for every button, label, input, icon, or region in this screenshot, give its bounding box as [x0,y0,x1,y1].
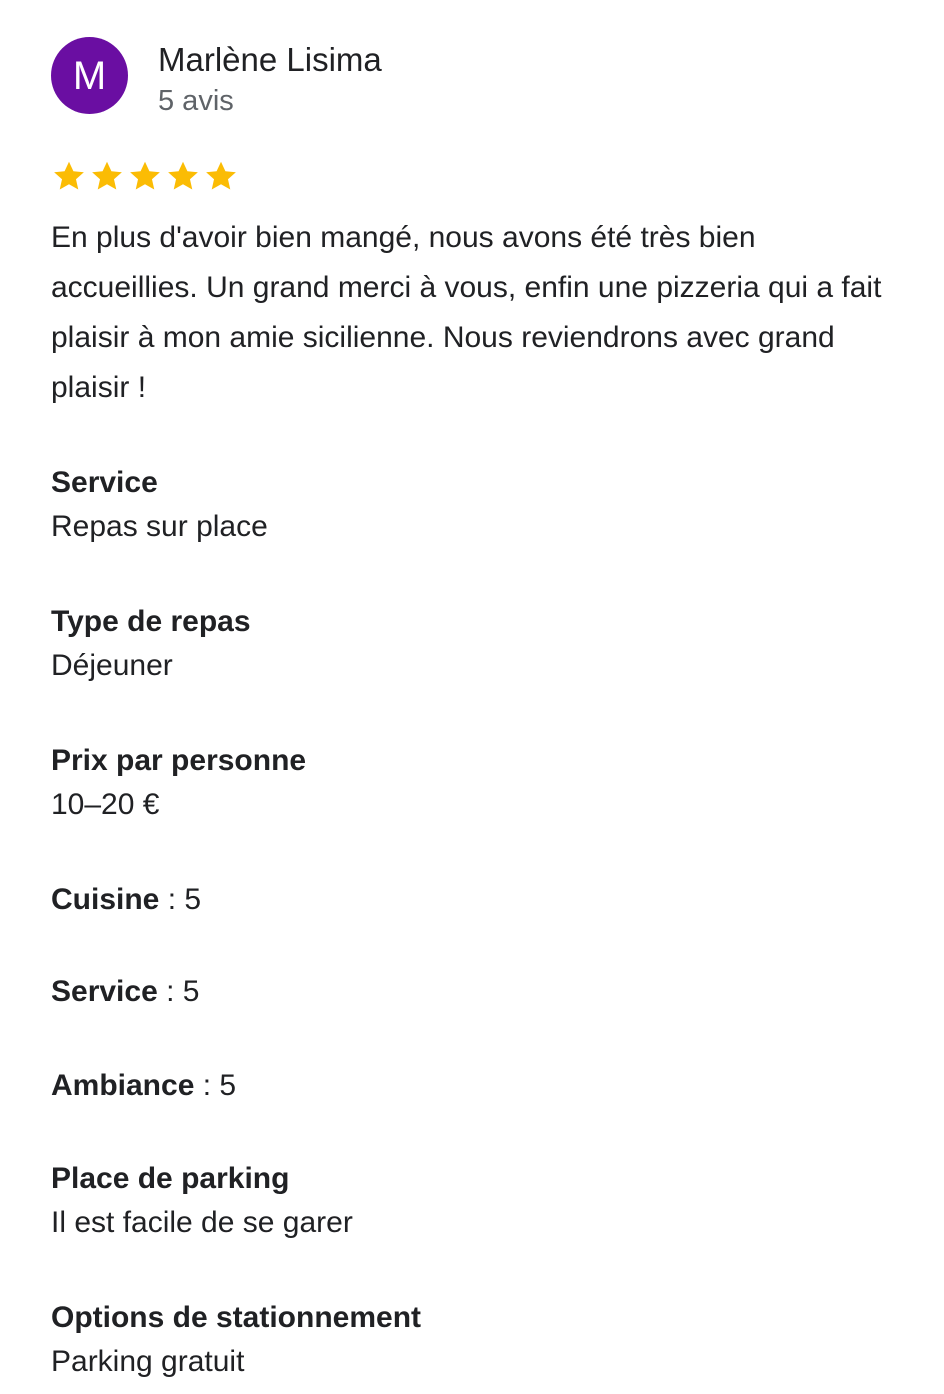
star-icon [203,158,239,194]
sub-rating-atmosphere-label: Ambiance [51,1069,195,1102]
reviewer-name[interactable]: Marlène Lisima [158,41,382,78]
detail-price-value: 10–20 € [51,788,160,821]
detail-parking-options-value: Parking gratuit [51,1345,245,1378]
star-icon [127,158,163,194]
detail-parking-options-label: Options de stationnement [51,1301,422,1334]
sub-rating-food-value: : 5 [159,883,202,916]
detail-parking-value: Il est facile de se garer [51,1206,353,1239]
star-icon [51,158,87,194]
detail-parking-label: Place de parking [51,1162,290,1195]
sub-rating-atmosphere-value: : 5 [194,1069,237,1102]
detail-service-value: Repas sur place [51,510,268,543]
review-text: En plus d'avoir bien mangé, nous avons été très bien accueillies. Un grand merci à vous, enfin une pizzeria qui a fait plaisir à mon amie sicilienne. Nous reviendrons avec grand plaisir ! [51,221,882,404]
sub-rating-service-label: Service [51,975,158,1008]
detail-parking-options [51,1296,901,1384]
sub-rating-food-label: Cuisine [51,883,160,916]
star-icon [165,158,201,194]
detail-meal-type-label: Type de repas [51,605,251,638]
sub-rating-atmosphere [51,1064,236,1108]
star-icon [89,158,125,194]
detail-service [51,461,901,549]
detail-parking [51,1157,901,1245]
detail-price-label: Prix par personne [51,744,307,777]
sub-rating-service [51,970,199,1014]
star-rating [51,158,239,198]
avatar[interactable] [51,37,128,114]
detail-price [51,739,901,827]
detail-meal-type [51,600,901,688]
detail-service-label: Service [51,466,158,499]
detail-meal-type-value: Déjeuner [51,649,173,682]
avatar-initial: M [72,53,107,98]
sub-rating-service-value: : 5 [157,975,200,1008]
sub-rating-food [51,878,201,922]
reviewer-review-count: 5 avis [158,85,234,117]
